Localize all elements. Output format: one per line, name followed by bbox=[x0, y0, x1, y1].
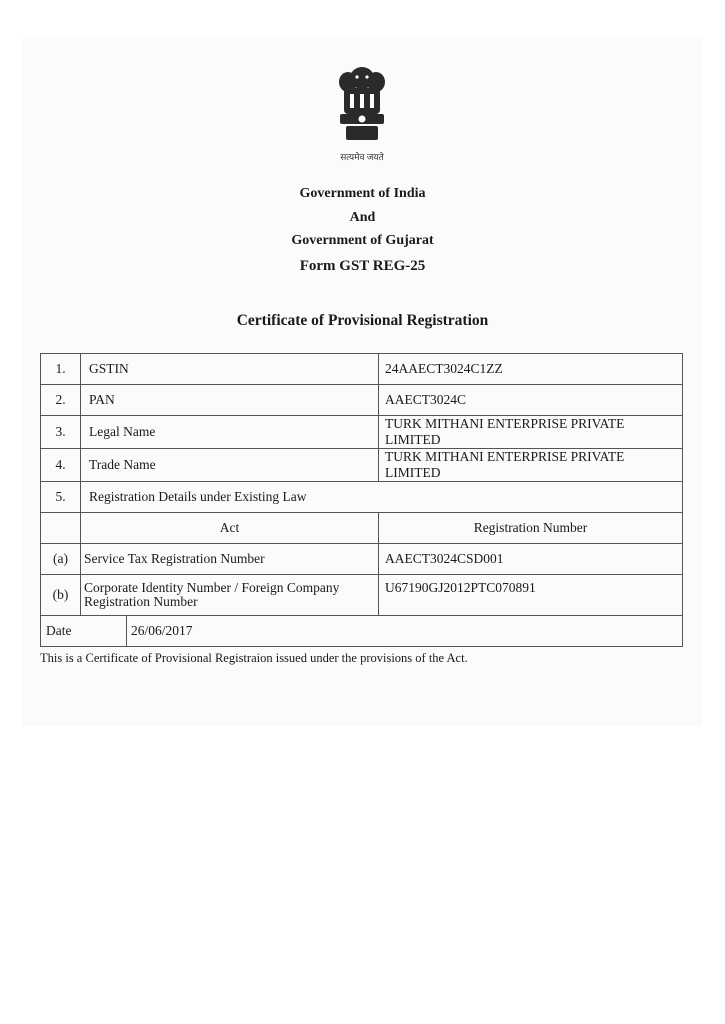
registration-details-table bbox=[40, 353, 683, 647]
row-label: PAN bbox=[81, 385, 379, 416]
legal-name-value: TURK MITHANI ENTERPRISE PRIVATE LIMITED bbox=[379, 416, 683, 449]
table-header-row bbox=[41, 513, 683, 544]
emblem-motto: सत्यमेव जयते bbox=[340, 152, 384, 162]
table-row bbox=[41, 385, 683, 416]
form-name-heading: Form GST REG-25 bbox=[299, 258, 426, 274]
table-row bbox=[41, 354, 683, 385]
date-spacer bbox=[253, 616, 683, 647]
footer-note: This is a Certificate of Provisional Registraion issued under the provisions of the Act. bbox=[40, 651, 468, 665]
act-name: Corporate Identity Number / Foreign Company Registration Number bbox=[81, 575, 379, 616]
act-name: Service Tax Registration Number bbox=[81, 544, 379, 575]
date-value: 26/06/2017 bbox=[131, 623, 193, 638]
row-number: 3. bbox=[41, 416, 81, 449]
table-row bbox=[41, 575, 683, 616]
row-label: Legal Name bbox=[81, 416, 379, 449]
row-number: (a) bbox=[41, 544, 81, 575]
table-row bbox=[41, 416, 683, 449]
row-number: 5. bbox=[41, 482, 81, 513]
trade-name-value: TURK MITHANI ENTERPRISE PRIVATE LIMITED bbox=[379, 449, 683, 482]
date-label: Date bbox=[46, 616, 127, 646]
table-row bbox=[41, 482, 683, 513]
date-label-cell bbox=[41, 616, 253, 647]
table-row bbox=[41, 544, 683, 575]
existing-law-label: Registration Details under Existing Law bbox=[81, 482, 683, 513]
row-number: 2. bbox=[41, 385, 81, 416]
certificate-title: Certificate of Provisional Registration bbox=[236, 312, 489, 329]
empty-cell bbox=[41, 513, 81, 544]
row-number: 1. bbox=[41, 354, 81, 385]
national-emblem-icon bbox=[330, 64, 394, 150]
row-number: (b) bbox=[41, 575, 81, 616]
row-label: Trade Name bbox=[81, 449, 379, 482]
pan-value: AAECT3024C bbox=[379, 385, 683, 416]
government-of-gujarat-heading: Government of Gujarat bbox=[291, 233, 434, 248]
gstin-value: 24AAECT3024C1ZZ bbox=[379, 354, 683, 385]
date-row bbox=[41, 616, 683, 647]
table-row bbox=[41, 449, 683, 482]
registration-number-value: U67190GJ2012PTC070891 bbox=[379, 575, 683, 616]
and-heading: And bbox=[349, 210, 376, 225]
registration-number-value: AAECT3024CSD001 bbox=[379, 544, 683, 575]
act-column-header: Act bbox=[81, 513, 379, 544]
government-of-india-heading: Government of India bbox=[299, 186, 426, 201]
row-label: GSTIN bbox=[81, 354, 379, 385]
registration-number-column-header: Registration Number bbox=[379, 513, 683, 544]
row-number: 4. bbox=[41, 449, 81, 482]
